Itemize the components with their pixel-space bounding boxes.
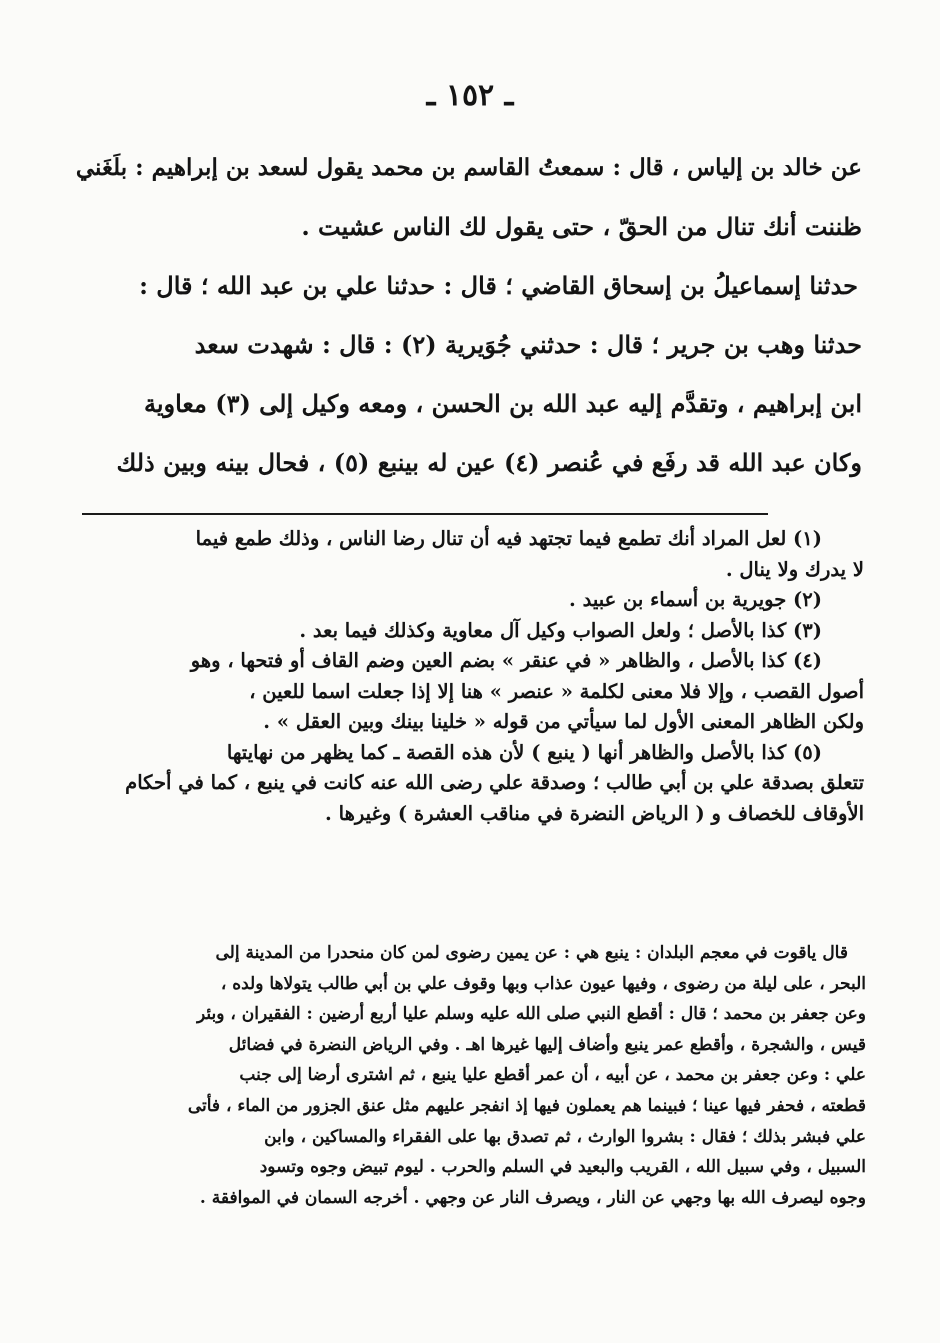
footnote-line: قطعته ، فحفر فيها عينا ؛ فبينما هم يعملون فيها إذ انفجر عليهم مثل عنق الجزور من الماء ، فأتى (187, 1095, 866, 1116)
footnote-line: وجوه ليصرف الله بها وجهي عن النار ، ويصرف النار عن وجهي . أخرجه السمان في الموافقة . (199, 1187, 866, 1208)
main-line: عن خالد بن إلياس ، قال : سمعتُ القاسم بن محمد يقول لسعد بن إبراهيم : بلَغَني (75, 154, 862, 181)
footnote-line: تتعلق بصدقة علي بن أبي طالب ؛ وصدقة علي رضى الله عنه كانت في ينبع ، كما في أحكام (125, 771, 864, 794)
main-line: حدثنا وهب بن جرير ؛ قال : حدثني جُوَيرية (٢) : قال : شهدت سعد (194, 330, 862, 359)
footnote-line: الأوقاف للخصاف و ( الرياض النضرة في مناقب العشرة ) وغيرها . (325, 801, 864, 825)
footnote-line: علي فبشر بذلك ؛ فقال : بشروا الوارث ، ثم تصدق بها على الفقراء والمساكين ، وابن (264, 1126, 866, 1147)
footnote-separator (82, 513, 768, 515)
footnote-line: (٢) جويرية بن أسماء بن عبيد . (569, 588, 822, 611)
footnote-line: (١) لعل المراد أنك تطمع فيما تجتهد فيه أن تنال رضا الناس ، وذلك طمع فيما (195, 527, 822, 550)
main-line: وكان عبد الله قد رفَع في عُنصر (٤) عين له بينبع (٥) ، فحال بينه وبين ذلك (116, 448, 862, 477)
footnote-line: ولكن الظاهر المعنى الأول لما سيأتي من قوله « خلينا بينك وبين العقل » . (263, 710, 864, 733)
footnote-line: وعن جعفر بن محمد ؛ قال : أقطع النبي صلى الله عليه وسلم عليا أربع أرضين : الفقيران ، وبئر (196, 1004, 866, 1025)
main-text (76, 138, 862, 492)
footnotes-numbered (74, 524, 864, 829)
footnote-line: لا يدرك ولا ينال . (725, 557, 864, 581)
main-line: ابن إبراهيم ، وتقدَّم إليه عبد الله بن الحسن ، ومعه وكيل إلى (٣) معاوية (143, 389, 862, 418)
footnote-line: قال ياقوت في معجم البلدان : ينبع هي : عن يمين رضوى لمن كان منحدرا من المدينة إلى (215, 943, 848, 963)
footnote-line: السبيل ، وفي سبيل الله ، القريب والبعيد في السلم والحرب . ليوم تبيض وجوه وتسود (259, 1157, 866, 1178)
footnote-line: أصول القصب ، وإلا فلا معنى لكلمة « عنصر » هنا إلا إذا جعلت اسما للعين ، (249, 679, 864, 703)
footnote-line: قيس ، والشجرة ، وأقطع عمر ينبع وأضاف إليها غيرها اهـ . وفي الرياض النضرة في فضائل (228, 1034, 866, 1055)
main-line: ظننت أنك تنال من الحقّ ، حتى يقول لك الناس عشيت . (301, 212, 862, 241)
footnote-line: البحر ، على ليلة من رضوى ، وفيها عيون عذاب وبها وقوف علي بن أبي طالب يتولاها ولده ، (220, 973, 866, 994)
page-number: ـ ١٥٢ ـ (426, 78, 514, 113)
footnote-line: (٥) كذا بالأصل والظاهر أنها ( ينبع ) لأن هذه القصة ـ كما يظهر من نهايتها (226, 740, 822, 764)
footnote-line: علي : وعن جعفر بن محمد ، عن أبيه ، أن عمر أقطع عليا ينبع ، ثم اشترى أرضا إلى جنب (239, 1065, 866, 1086)
main-line: حدثنا إسماعيلُ بن إسحاق القاضي ؛ قال : حدثنا علي بن عبد الله ؛ قال : (139, 271, 858, 300)
footnote-line: (٤) كذا بالأصل ، والظاهر « في عنقر » بضم العين وضم القاف أو فتحها ، وهو (190, 649, 822, 672)
footnote-line: (٣) كذا بالأصل ؛ ولعل الصواب وكيل آل معاوية وكذلك فيما بعد . (299, 618, 822, 642)
footnote-continuation (74, 938, 866, 1213)
